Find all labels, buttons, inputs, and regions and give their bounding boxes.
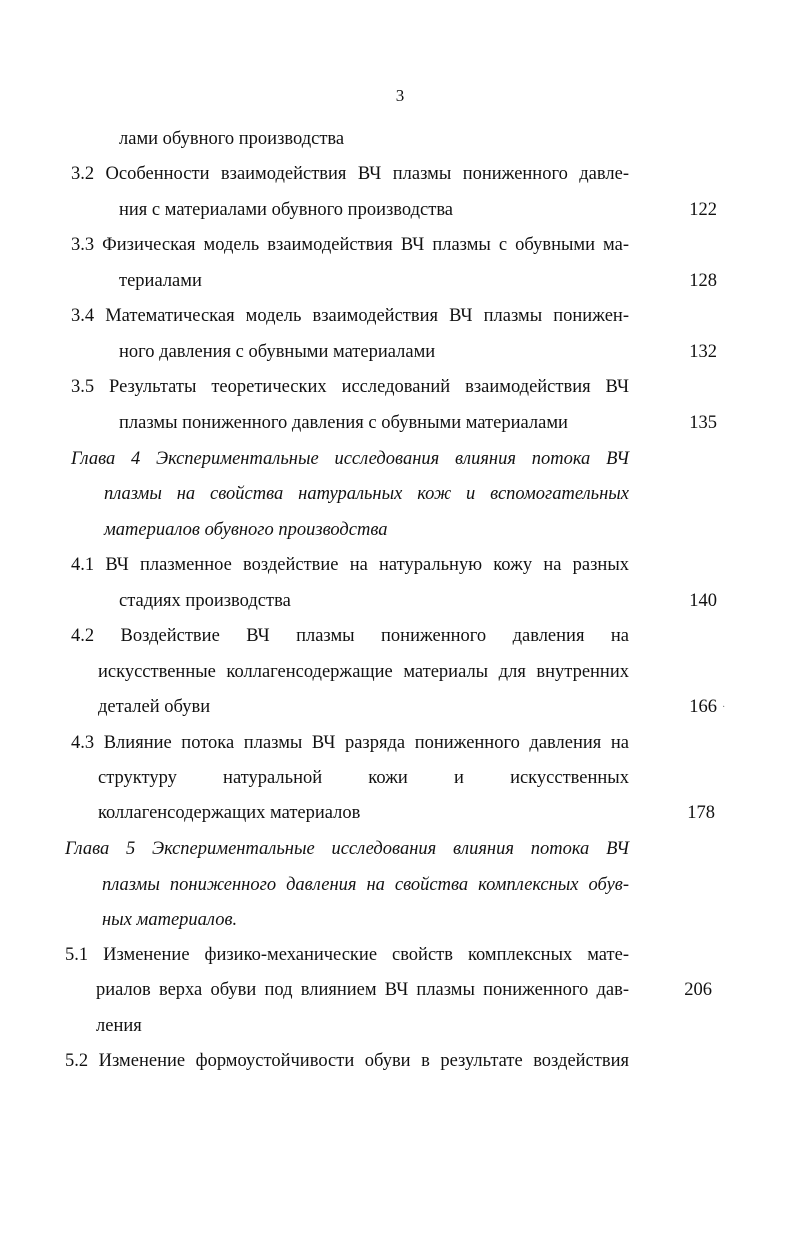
toc-page-number: 135 [689,413,717,433]
toc-entry-4-2: 4.2 Воздействие ВЧ плазмы пониженного давления на [71,626,629,646]
toc-entry-3-5: 3.5 Результаты теоретических исследований взаимодействия ВЧ [71,377,629,397]
toc-entry-3-3: 3.3 Физическая модель взаимодействия ВЧ плазмы с обувными ма- [71,235,629,255]
toc-page-number: 166 [689,697,717,717]
toc-chapter-line: плазмы пониженного давления на свойства комплексных обув- [102,875,629,895]
toc-page-number: 206 [684,980,712,1000]
toc-line: териалами [119,271,202,291]
toc-page-number: 122 [689,200,717,220]
toc-line: плазмы пониженного давления с обувными материалами [119,413,568,433]
toc-page-number: 140 [689,591,717,611]
toc-page-number: 128 [689,271,717,291]
toc-line: коллагенсодержащих материалов [98,803,361,823]
toc-line: искусственные коллагенсодержащие материалы для внутренних [98,662,629,682]
toc-chapter-line: материалов обувного производства [104,520,388,540]
toc-entry-4-3: 4.3 Влияние потока плазмы ВЧ разряда пониженного давления на [71,733,629,753]
toc-line: структуру натуральной кожи и искусственных [98,768,629,788]
toc-line: деталей обуви [98,697,211,717]
toc-entry-5-2: 5.2 Изменение формоустойчивости обуви в результате воздействия [65,1051,629,1071]
toc-line: ния с материалами обувного производства [119,200,454,220]
toc-chapter-4-heading: Глава 4 Экспериментальные исследования влияния потока ВЧ [71,449,629,469]
toc-entry-3-4: 3.4 Математическая модель взаимодействия ВЧ плазмы понижен- [71,306,629,326]
toc-line: стадиях производства [119,591,291,611]
page-number: 3 [395,86,405,105]
toc-line: риалов верха обуви под влиянием ВЧ плазмы пониженного дав- [96,980,629,1000]
toc-line: лами обувного производства [119,129,345,149]
toc-chapter-5-heading: Глава 5 Экспериментальные исследования влияния потока ВЧ [65,839,629,859]
toc-line: ления [96,1016,142,1036]
toc-entry-5-1: 5.1 Изменение физико-механические свойств комплексных мате- [65,945,629,965]
toc-chapter-line: ных материалов. [102,910,238,930]
toc-page-number: 178 [687,803,715,823]
toc-page-number: 132 [689,342,717,362]
toc-entry-3-2: 3.2 Особенности взаимодействия ВЧ плазмы пониженного давле- [71,164,629,184]
toc-entry-4-1: 4.1 ВЧ плазменное воздействие на натуральную кожу на разных [71,555,629,575]
toc-line: ного давления с обувными материалами [119,342,436,362]
scan-speck: · [722,702,726,713]
toc-chapter-line: плазмы на свойства натуральных кож и вспомогательных [104,484,629,504]
